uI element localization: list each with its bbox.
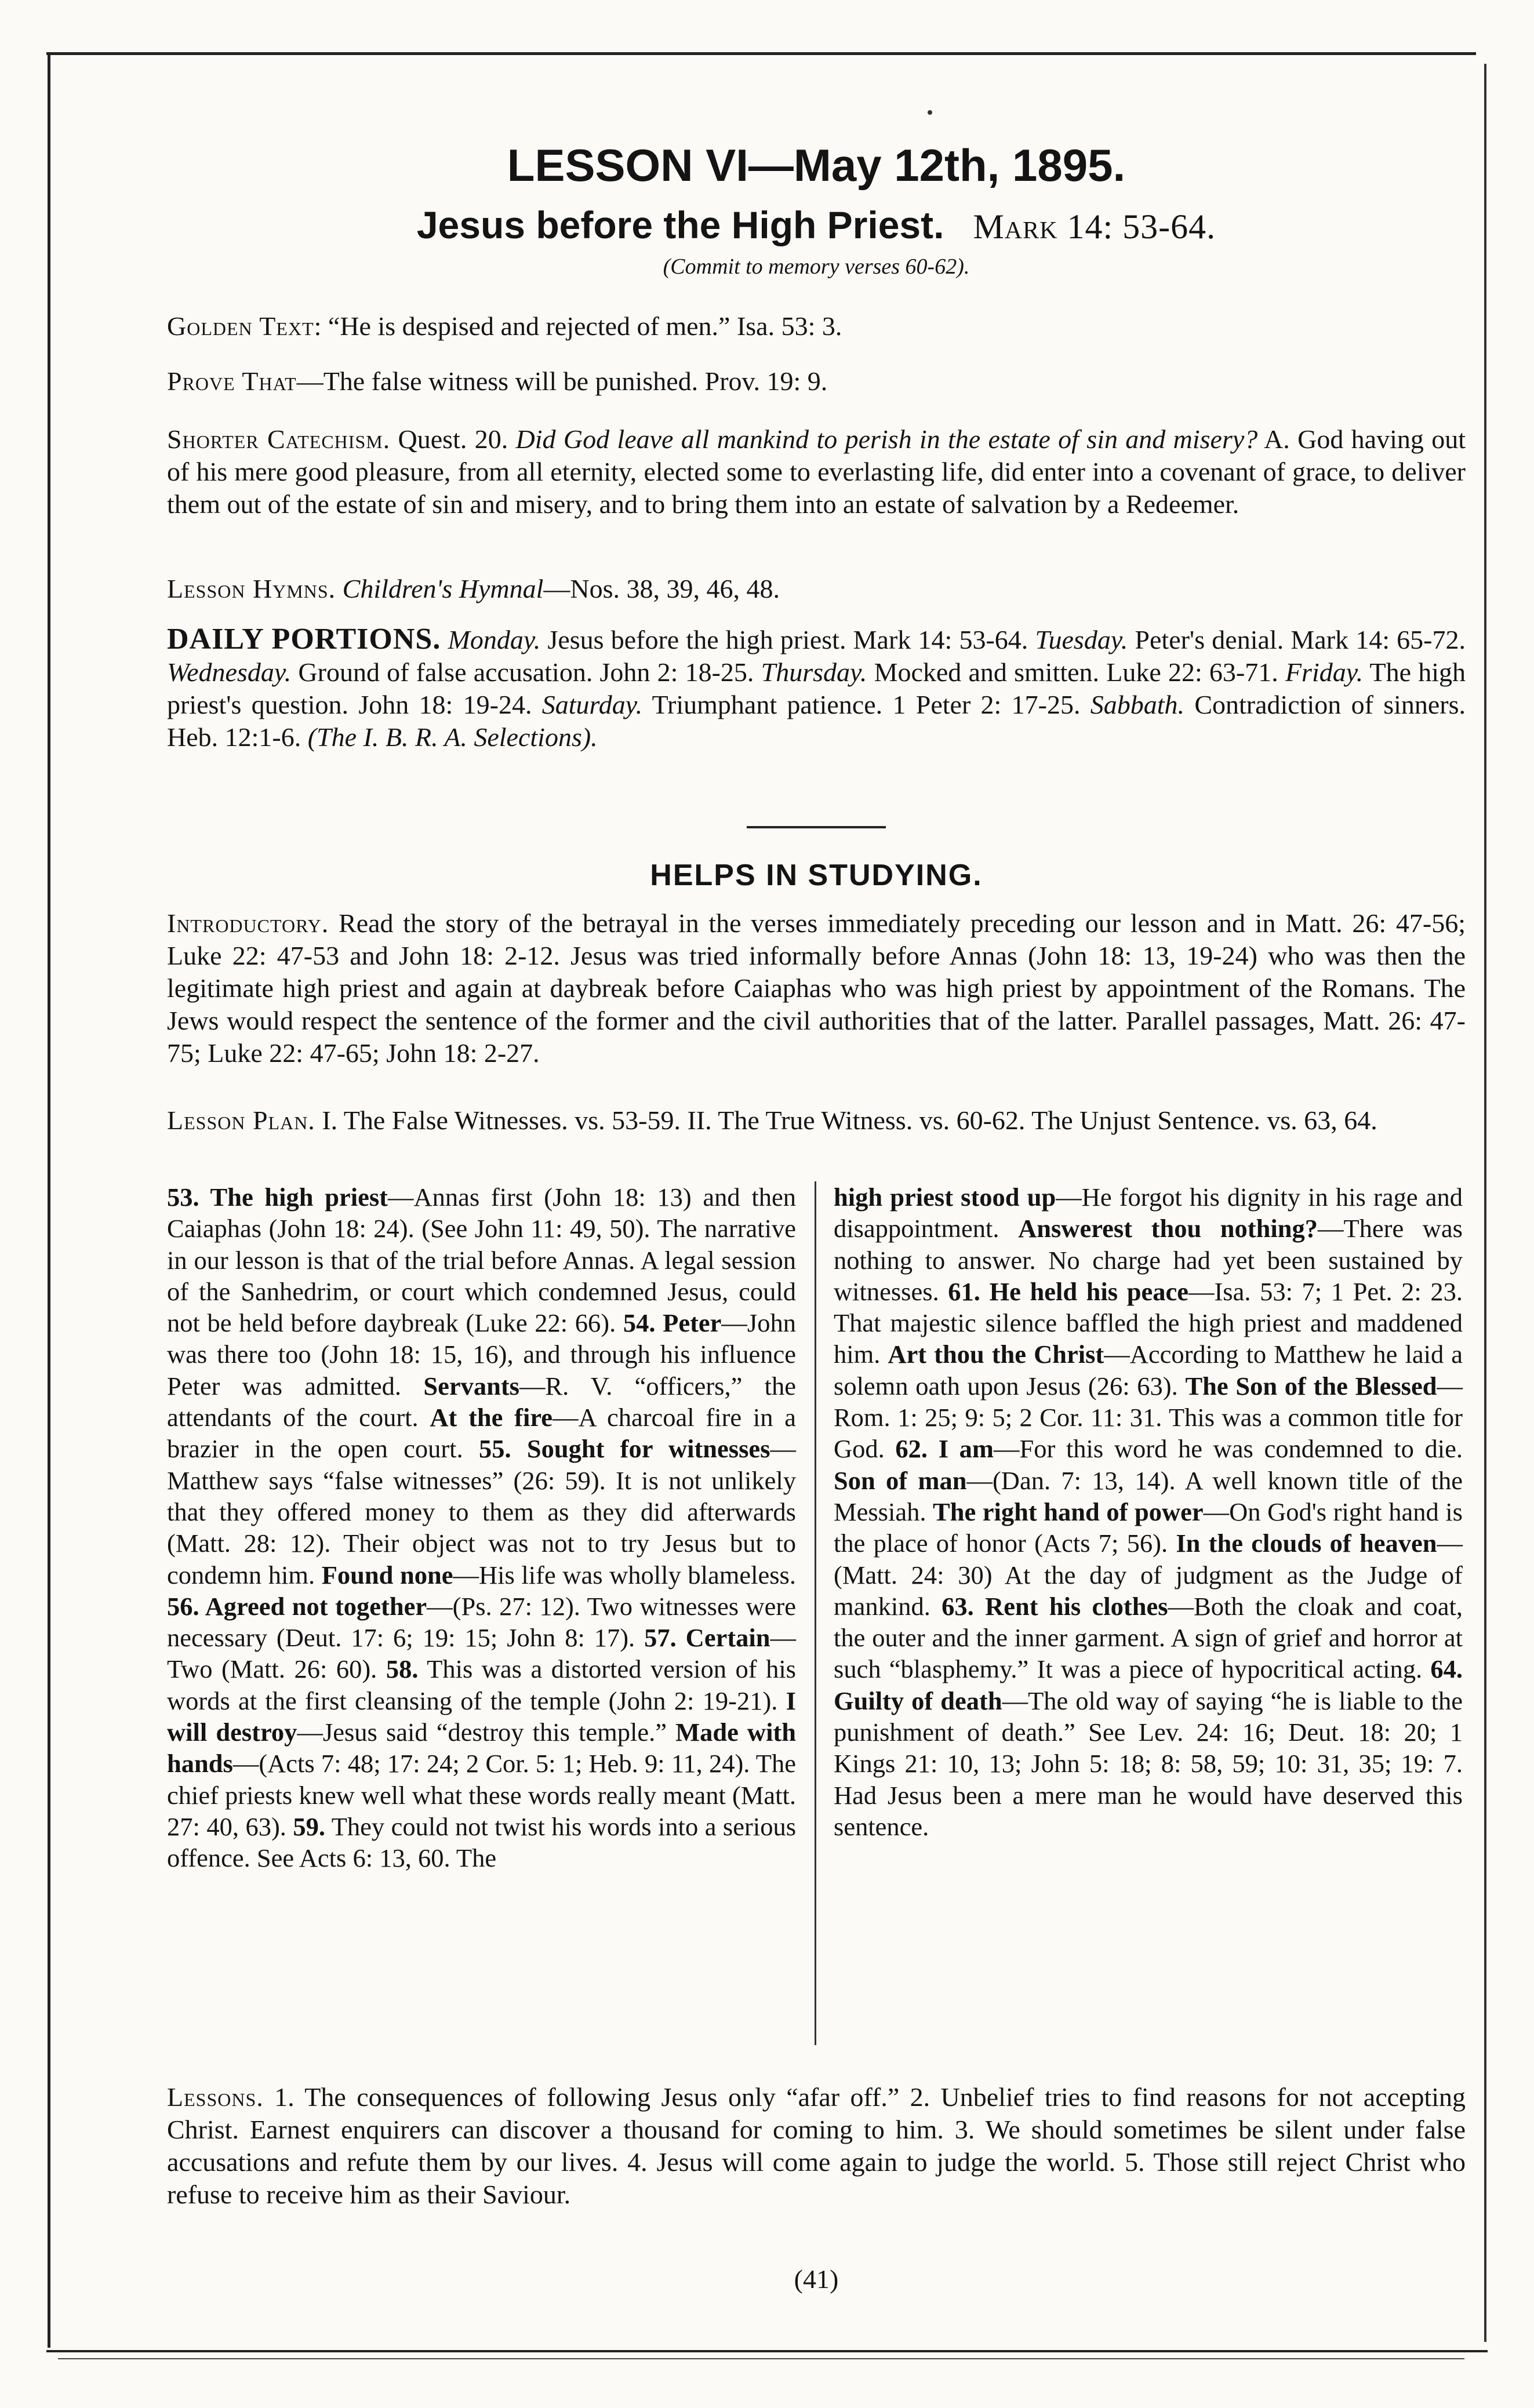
note-body: —John was there too (John 18: 15, 16), and through his influence Peter was admitted. <box>167 1308 796 1401</box>
shorter-catechism <box>167 423 1466 521</box>
frame-top-rule <box>46 52 1476 55</box>
lesson-plan-body: I. The False Witnesses. vs. 53-59. II. The True Witness. vs. 60-62. The Unjust Sentence. vs. 63, 64. <box>322 1105 1377 1135</box>
note-head: high priest stood up <box>834 1183 1056 1212</box>
note-body: —(Dan. 7: 13, 14). A well known title of the Messiah. <box>834 1465 1463 1526</box>
note-head: 61. He held his peace <box>948 1276 1188 1306</box>
daily-text: Jesus before the high priest. Mark 14: 53-64. <box>540 625 1035 654</box>
note-head: 55. Sought for witnesses <box>478 1434 770 1464</box>
notes-columns <box>167 1181 1466 2068</box>
note-head: Answerest thou nothing? <box>1018 1214 1318 1243</box>
note-body: —He forgot his dignity in his rage and disappointment. <box>834 1183 1463 1243</box>
lessons <box>167 2081 1466 2211</box>
note-body: They could not twist his words into a serious offence. See Acts 6: 13, 60. The <box>167 1812 797 1873</box>
note-body: —There was nothing to answer. No charge had yet been sustained by witnesses. <box>834 1214 1463 1306</box>
introductory-body: Read the story of the betrayal in the verses immediately preceding our lesson and in Matt. 26: 47-56; Luke 22: 47-53 and John 18: 2-12. Jesus was tried informally before Annas (John 18: 13, 19-24) who was then the legitimate high priest and again at daybreak before Caiaphas who was high priest by appointment of the Romans. The Jews would respect the sentence of the former and the civil authorities that of the latter. Parallel passages, Matt. 26: 47-75; Luke 22: 47-65; John 18: 2-27. <box>167 908 1466 1068</box>
note-head: 62. I am <box>895 1434 994 1464</box>
scripture-reference: Mark 14: 53-64. <box>973 208 1216 246</box>
page-number: (41) <box>794 2264 839 2294</box>
golden-text <box>167 310 1466 343</box>
prove-that-label: Prove That <box>167 366 297 396</box>
introductory-label: Introductory. <box>167 908 329 938</box>
hymns-label: Lesson Hymns. <box>167 574 336 603</box>
lesson-hymns <box>167 573 1466 605</box>
note-body: —Annas first (John 18: 13) and then Caiaphas (John 18: 24). (See John 11: 49, 50). The narrative in our lesson is that of the trial before Annas. A legal session of the Sanhedrim, or court which condemned Jesus, could not be held before daybreak (Luke 22: 66). <box>167 1183 796 1338</box>
catechism-label: Shorter Catechism. <box>167 424 391 454</box>
hymns-book: Children's Hymnal <box>342 574 544 603</box>
note-head: 58. <box>386 1654 419 1684</box>
daily-day: Thursday. <box>761 657 867 687</box>
lesson-plan <box>167 1104 1466 1137</box>
lesson-plan-label: Lesson Plan. <box>167 1105 315 1135</box>
notes-left-column <box>167 1181 796 1874</box>
note-body: —Matthew says “false witnesses” (26: 59). It is not unlikely that they offered money to them as they did afterwards (Matt. 28: 12). Their object was not to try Jesus but to condemn him. <box>167 1434 796 1589</box>
note-head: Servants <box>423 1371 519 1401</box>
note-body: —(Acts 7: 48; 17: 24; 2 Cor. 5: 1; Heb. 9: 11, 24). The chief priests knew well what these words really meant (Matt. 27: 40, 63). <box>167 1749 796 1841</box>
daily-selections: (The I. B. R. A. Selections). <box>307 722 598 752</box>
introductory <box>167 907 1466 1070</box>
prove-that-body: —The false witness will be punished. Prov. 19: 9. <box>296 366 828 396</box>
note-body: This was a distorted version of his words at the first cleansing of the temple (John 2: 19-21). <box>167 1654 797 1715</box>
note-head: Found none <box>321 1560 453 1589</box>
note-body: —Rom. 1: 25; 9: 5; 2 Cor. 11: 31. This was a common title for God. <box>834 1371 1463 1464</box>
note-body: —Isa. 53: 7; 1 Pet. 2: 23. That majestic silence baffled the high priest and maddened him. <box>834 1276 1463 1369</box>
daily-text: Peter's denial. Mark 14: 65-72. <box>1128 625 1466 654</box>
note-body: —(Matt. 24: 30) At the day of judgment as the Judge of mankind. <box>834 1529 1463 1621</box>
ink-speck <box>928 110 932 115</box>
daily-text: Triumphant patience. 1 Peter 2: 17-25. <box>642 690 1090 719</box>
page <box>35 41 1499 2365</box>
daily-portions <box>167 623 1466 754</box>
frame-bottom-rule-2 <box>58 2358 1464 2359</box>
note-body: —According to Matthew he laid a solemn oath upon Jesus (26: 63). <box>834 1340 1463 1401</box>
note-head: 59. <box>293 1812 326 1841</box>
catechism-answer: A. God having out of his mere good pleasure, from all eternity, elected some to everlasting life, did enter into a covenant of grace, to deliver them out of the estate of sin and misery, and to bring them into an estate of salvation by a Redeemer. <box>167 424 1466 519</box>
daily-text: Ground of false accusation. John 2: 18-25. <box>291 657 761 687</box>
golden-text-body: : “He is despised and rejected of men.” Isa. 53: 3. <box>314 311 842 341</box>
catechism-quest: Quest. 20. <box>398 424 508 454</box>
section-divider <box>747 826 886 828</box>
note-head: 54. Peter <box>623 1308 722 1338</box>
daily-day: Monday. <box>448 625 541 654</box>
daily-day: Sabbath. <box>1090 690 1185 719</box>
daily-text: The high priest's question. John 18: 19-24. <box>167 657 1466 719</box>
daily-text: Contradiction of sinners. Heb. 12:1-6. <box>167 690 1466 752</box>
note-head: 63. Rent his clothes <box>942 1591 1168 1621</box>
memory-note: (Commit to memory verses 60-62). <box>663 254 970 279</box>
daily-day: Friday. <box>1285 657 1364 687</box>
note-head: 56. Agreed not together <box>167 1591 427 1621</box>
note-body: —A charcoal fire in a brazier in the open court. <box>167 1403 797 1464</box>
frame-right-rule <box>1484 64 1486 2342</box>
lessons-body: 1. The consequences of following Jesus only “afar off.” 2. Unbelief tries to find reasons for not accepting Christ. Earnest enquirers can discover a thousand for coming to him. 3. We should sometimes be silent under false accusations and refute them by our lives. 4. Jesus will come again to judge the world. 5. Those still reject Christ who refuse to receive him as their Saviour. <box>167 2082 1466 2209</box>
lessons-label: Lessons. <box>167 2082 264 2112</box>
daily-text: Mocked and smitten. Luke 22: 63-71. <box>867 657 1285 687</box>
frame-left-rule <box>48 52 50 2348</box>
note-body: —Jesus said “destroy this temple.” <box>297 1718 676 1747</box>
note-head: Art thou the Christ <box>888 1340 1104 1369</box>
note-head: 64. Guilty of death <box>834 1654 1463 1715</box>
daily-day: Saturday. <box>541 690 643 719</box>
note-body: —On God's right hand is the place of honor (Acts 7; 56). <box>834 1497 1463 1558</box>
note-head: 57. Certain <box>644 1623 770 1653</box>
daily-day: Tuesday. <box>1035 625 1128 654</box>
note-head: At the fire <box>430 1403 553 1432</box>
note-body: —The old way of saying “he is liable to the punishment of death.” See Lev. 24: 16; Deut. 18: 20; 1 Kings 21: 10, 13; John 5: 18; 8: 58, 59; 10: 31, 35; 19: 7. Had Jesus been a mere man he would have deserved this sentence. <box>834 1686 1463 1841</box>
lesson-title: LESSON VI—May 12th, 1895. <box>507 140 1126 191</box>
note-body: —Both the cloak and coat, the outer and the inner garment. A sign of grief and horror at such “blasphemy.” It was a piece of hypocritical acting. <box>834 1591 1463 1684</box>
note-head: Made with hands <box>167 1718 796 1778</box>
note-body: —His life was wholly blameless. <box>453 1560 796 1589</box>
note-body: —Two (Matt. 26: 60). <box>167 1623 797 1684</box>
frame-bottom-rule <box>46 2350 1488 2352</box>
daily-day: Wednesday. <box>167 657 292 687</box>
column-divider <box>815 1181 816 2045</box>
daily-portions-label: DAILY PORTIONS. <box>167 623 441 656</box>
hymns-numbers: —Nos. 38, 39, 46, 48. <box>543 574 780 603</box>
note-body: —For this word he was condemned to die. <box>993 1434 1463 1464</box>
helps-heading: HELPS IN STUDYING. <box>650 859 983 892</box>
note-head: The Son of the Blessed <box>1185 1371 1437 1401</box>
prove-that <box>167 365 1466 398</box>
note-body: —(Ps. 27: 12). Two witnesses were necessary (Deut. 17: 6; 19: 15; John 8: 17). <box>167 1591 796 1653</box>
catechism-question: Did God leave all mankind to perish in the estate of sin and misery? <box>515 424 1258 454</box>
note-head: The right hand of power <box>933 1497 1204 1526</box>
subtitle-title: Jesus before the High Priest. <box>416 203 944 246</box>
golden-text-label: Golden Text <box>167 311 314 341</box>
note-head: In the clouds of heaven <box>1176 1529 1437 1558</box>
note-head: I will destroy <box>167 1686 796 1747</box>
lesson-subtitle <box>167 203 1466 248</box>
note-head: 53. The high priest <box>167 1183 388 1212</box>
note-head: Son of man <box>834 1465 967 1495</box>
note-body: —R. V. “officers,” the attendants of the court. <box>167 1371 796 1432</box>
notes-right-column <box>834 1181 1463 1842</box>
